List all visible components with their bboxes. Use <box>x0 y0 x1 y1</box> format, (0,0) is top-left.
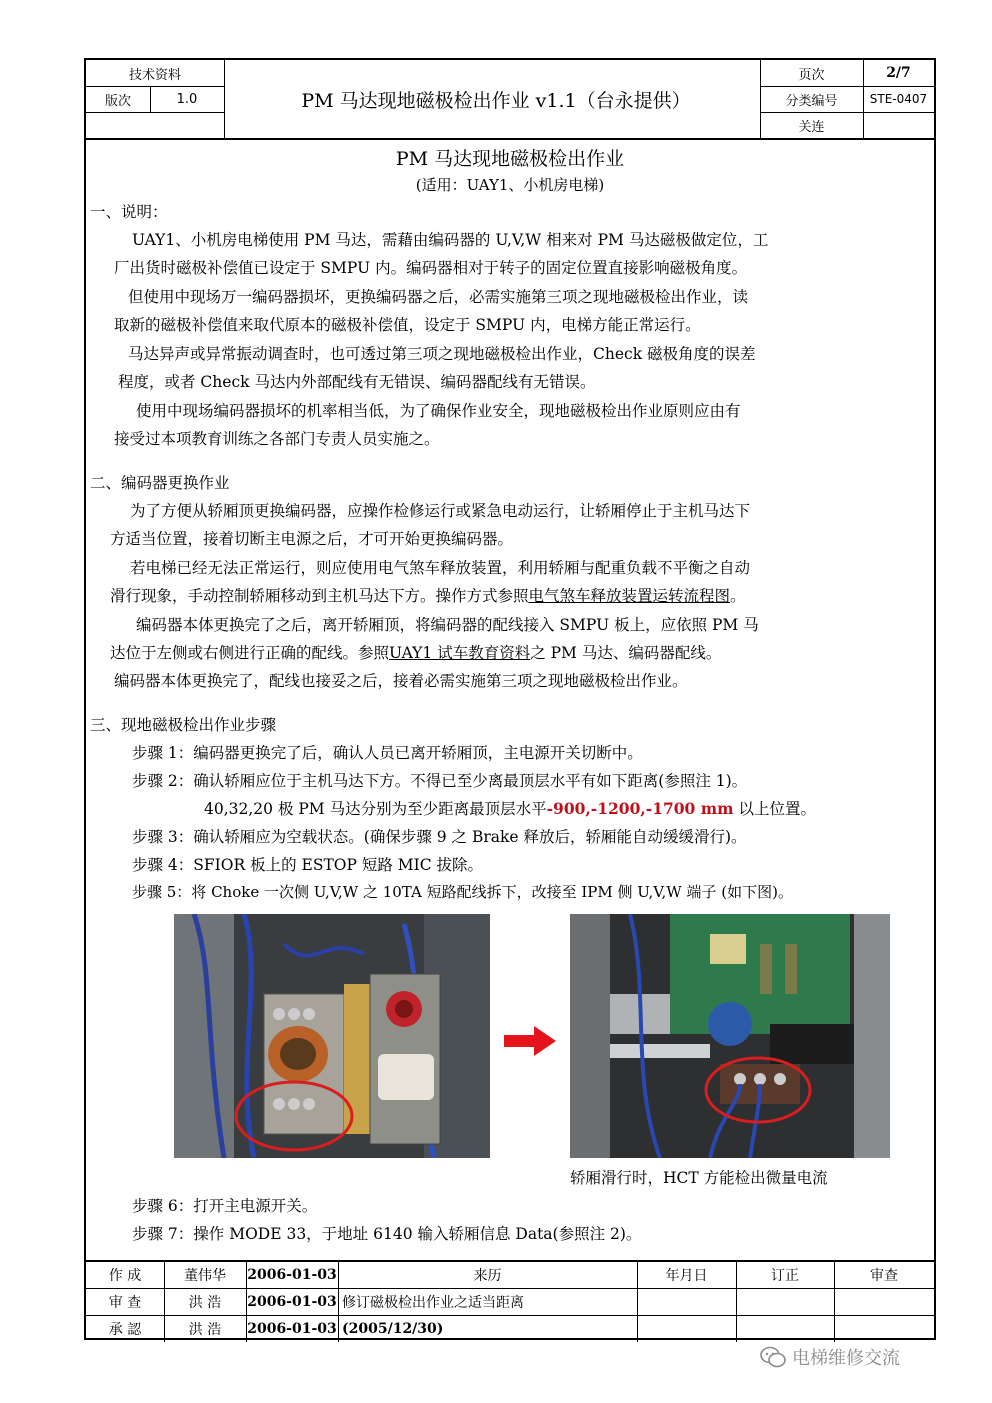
history-entry-2: (2005/12/30) <box>342 1320 444 1337</box>
brake-release-flowchart-link[interactable]: 电气煞车释放装置运转流程图 <box>528 587 731 605</box>
document-title: PM 马达现地磁极检出作业 v1.1（台永提供） <box>301 89 691 112</box>
document-frame <box>84 58 936 1340</box>
author-label: 作 成 <box>108 1268 142 1284</box>
step-6: 步骤 6：打开主电源开关。 <box>132 1197 318 1215</box>
step-1: 步骤 1：编码器更换完了后，确认人员已离开轿厢顶，主电源开关切断中。 <box>132 744 643 762</box>
version-label: 版次 <box>104 93 131 109</box>
s2-p1-l1: 为了方便从轿厢顶更换编码器，应操作检修运行或紧急电动运行，让轿厢停止于主机马达下 <box>130 502 751 520</box>
history-entry-1: 修订磁极检出作业之适当距离 <box>342 1294 524 1311</box>
wechat-icon <box>760 1346 786 1368</box>
tech-label: 技术资料 <box>128 67 181 83</box>
step-3: 步骤 3：确认轿厢应为空载状态。(确保步骤 9 之 Brake 释放后，轿厢能自动缓缓滑行)。 <box>132 828 747 846</box>
reviewer-label: 审 查 <box>108 1294 142 1311</box>
reviewer-name: 洪 浩 <box>188 1294 222 1311</box>
s1-heading: 一、说明： <box>90 203 168 221</box>
step-2-distance: 40,32,20 极 PM 马达分别为至少距离最顶层水平-900,-1200,-1700 mm 以上位置。 <box>204 799 816 818</box>
revision-header: 订正 <box>771 1268 799 1284</box>
category-value: STE-0407 <box>869 92 928 106</box>
watermark <box>760 1344 900 1370</box>
category-label: 分类编号 <box>785 93 838 109</box>
s1-p1-l1: UAY1、小机房电梯使用 PM 马达，需藉由编码器的 U,V,W 相来对 PM 马达磁极做定位，工 <box>132 231 769 249</box>
s2-heading: 二、编码器更换作业 <box>90 474 230 492</box>
s1-p2-l1: 但使用中现场万一编码器损坏，更换编码器之后，必需实施第三项之现地磁极检出作业，读 <box>128 288 749 306</box>
s1-p2-l2: 取新的磁极补偿值来取代原本的磁极补偿值，设定于 SMPU 内，电梯方能正常运行。 <box>114 316 701 334</box>
ipm-wiring-photo <box>570 914 890 1158</box>
author-name: 董伟华 <box>184 1268 226 1284</box>
s1-p4-l1: 使用中现场编码器损坏的机率相当低，为了确保作业安全，现地磁极检出作业原则应由有 <box>136 402 741 420</box>
date-header: 年月日 <box>665 1268 708 1284</box>
section-subtitle: (适用：UAY1、小机房电梯) <box>415 176 605 194</box>
s3-heading: 三、现地磁极检出作业步骤 <box>90 716 277 734</box>
version-value: 1.0 <box>176 91 198 107</box>
review-header: 审查 <box>870 1268 898 1284</box>
section-title: PM 马达现地磁极检出作业 <box>395 148 625 170</box>
history-header: 来历 <box>473 1268 502 1284</box>
s1-p4-l2: 接受过本项教育训练之各部门专责人员实施之。 <box>114 430 440 448</box>
s2-p3-l2: 达位于左侧或右侧进行正确的配线。参照UAY1 试车教育资料之 PM 马达、编码器配线。 <box>110 644 722 662</box>
reviewer-date: 2006-01-03 <box>247 1293 337 1310</box>
approver-date: 2006-01-03 <box>247 1320 337 1337</box>
uay1-training-link[interactable]: UAY1 试车教育资料 <box>389 644 531 662</box>
page-label: 页次 <box>798 67 825 83</box>
s2-p2-l2: 滑行现象，手动控制轿厢移动到主机马达下方。操作方式参照电气煞车释放装置运转流程图。 <box>110 587 746 605</box>
approver-name: 洪 浩 <box>188 1321 222 1338</box>
step-5: 步骤 5：将 Choke 一次侧 U,V,W 之 10TA 短路配线拆下，改接至 IPM 侧 U,V,W 端子 (如下图)。 <box>132 883 793 901</box>
s2-p1-l2: 方适当位置，接着切断主电源之后，才可开始更换编码器。 <box>110 530 514 548</box>
document-header <box>86 60 934 140</box>
author-date: 2006-01-03 <box>247 1267 337 1283</box>
approver-label: 承 認 <box>108 1321 142 1338</box>
choke-wiring-photo <box>174 914 490 1158</box>
page-number: 2/7 <box>886 65 911 81</box>
s2-p2-l1: 若电梯已经无法正常运行，则应使用电气煞车释放装置，利用轿厢与配重负载不平衡之自动 <box>130 559 751 577</box>
s2-p3-l1: 编码器本体更换完了之后，离开轿厢顶，将编码器的配线接入 SMPU 板上，应依照 PM 马 <box>136 616 759 634</box>
s1-p3-l2: 程度，或者 Check 马达内外部配线有无错误、编码器配线有无错误。 <box>118 373 596 391</box>
step-4: 步骤 4：SFIOR 板上的 ESTOP 短路 MIC 拔除。 <box>132 856 484 874</box>
s1-p1-l2: 厂出货时磁极补偿值已设定于 SMPU 内。编码器相对于转子的固定位置直接影响磁极角度。 <box>114 259 748 277</box>
distance-values: -900,-1200,-1700 mm <box>546 799 734 818</box>
related-label: 关连 <box>798 119 825 135</box>
photo-caption: 轿厢滑行时，HCT 方能检出微量电流 <box>570 1169 828 1187</box>
step-2: 步骤 2：确认轿厢应位于主机马达下方。不得已至少离最顶层水平有如下距离(参照注 1)。 <box>132 772 748 790</box>
arrow-right-icon <box>504 1026 556 1056</box>
approval-table <box>86 1260 934 1342</box>
step-7: 步骤 7：操作 MODE 33，于地址 6140 输入轿厢信息 Data(参照注 2)。 <box>132 1225 642 1243</box>
watermark-text: 电梯维修交流 <box>792 1348 900 1369</box>
s2-p4: 编码器本体更换完了，配线也接妥之后，接着必需实施第三项之现地磁极检出作业。 <box>114 672 688 690</box>
s1-p3-l1: 马达异声或异常振动调查时，也可透过第三项之现地磁极检出作业，Check 磁极角度的误差 <box>128 345 756 363</box>
